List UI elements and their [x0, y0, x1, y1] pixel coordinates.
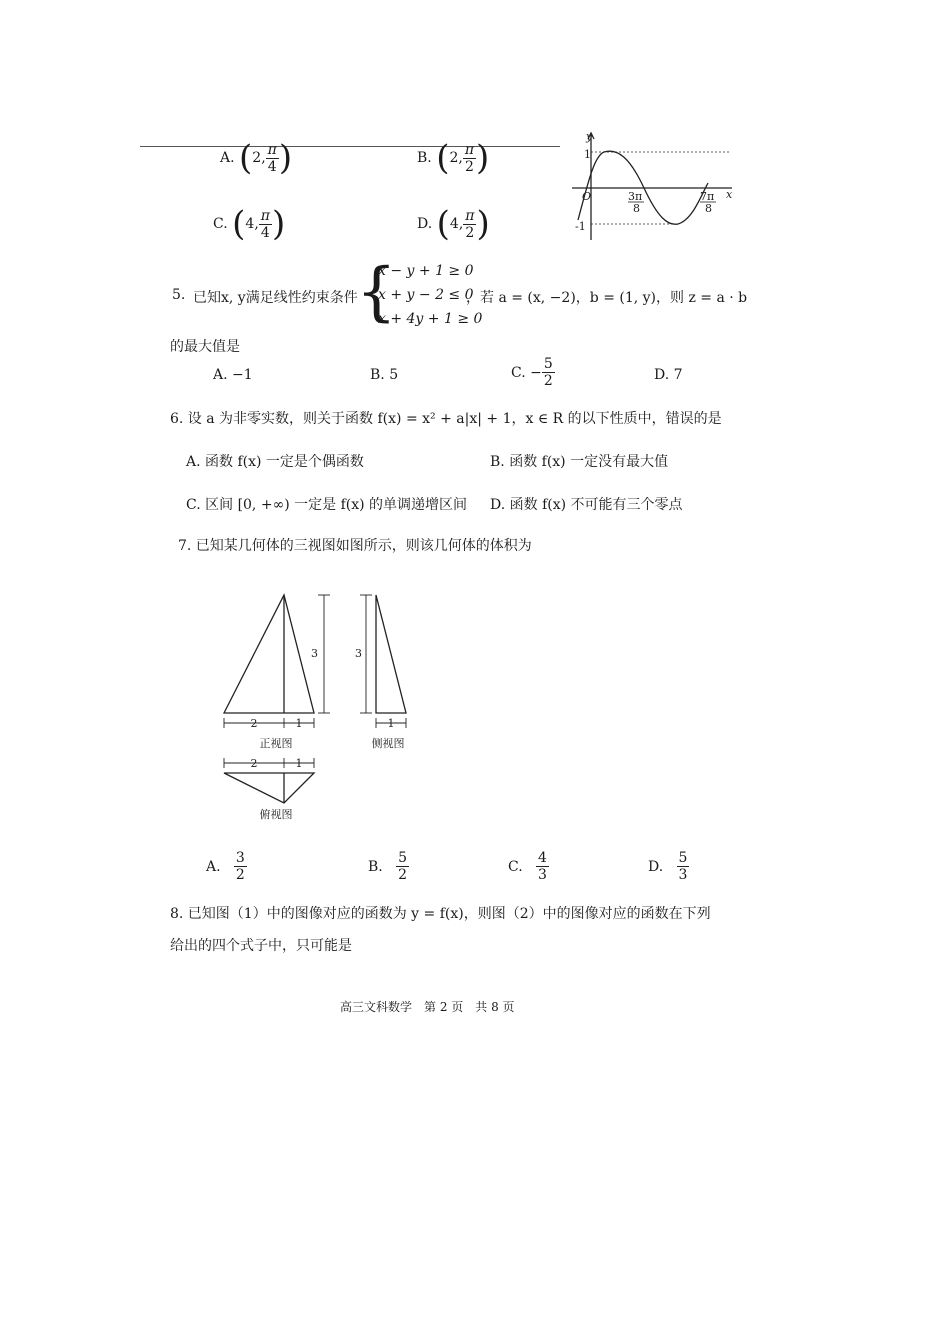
y-axis-label: y — [586, 130, 593, 143]
origin-label: O — [582, 190, 592, 203]
sine-graph — [560, 128, 740, 243]
q5-option-b: B. 5 — [370, 367, 399, 383]
q5-option-c: C. − $\frac{5}{2}$ — [511, 356, 553, 389]
option-value: 2 — [449, 150, 459, 166]
tick1-num: 3π — [628, 190, 643, 203]
q6-option-a: A. 函数 f(x) 一定是个偶函数 — [186, 454, 364, 470]
front-dim-2: 2 — [250, 717, 258, 730]
front-dim-1: 1 — [295, 717, 303, 730]
constraint-brace: { — [356, 255, 397, 329]
q5-option-d: D. 7 — [654, 367, 683, 383]
q6-option-b: B. 函数 f(x) 一定没有最大值 — [490, 454, 669, 470]
q4-option-d: D. ( 4 , $\frac{\pi}{2}$ ) — [417, 204, 490, 244]
q6-option-d: D. 函数 f(x) 不可能有三个零点 — [490, 497, 683, 513]
constraint-2: x + y − 2 ≤ 0 — [378, 287, 474, 303]
q7-option-a: A. $\frac{3}{2}$ — [206, 850, 245, 883]
label-one: 1 — [584, 148, 591, 161]
option-letter: D. — [417, 216, 433, 232]
q4-option-b: B. ( 2 , $\frac{\pi}{2}$ ) — [417, 138, 490, 178]
right-paren: ) — [271, 204, 286, 244]
x-axis-label: x — [726, 188, 733, 201]
constraint-3: x + 4y + 1 ≥ 0 — [378, 311, 483, 327]
side-view — [376, 595, 406, 713]
page-footer: 高三文科数学 第 2 页 共 8 页 — [340, 1000, 515, 1014]
label-neg-one: -1 — [575, 220, 586, 233]
q7-option-b: B. $\frac{5}{2}$ — [368, 850, 408, 883]
constraint-1: x − y + 1 ≥ 0 — [378, 263, 474, 279]
option-letter: B. — [417, 150, 432, 166]
q5-line2: 的最大值是 — [170, 339, 240, 355]
q6-option-c: C. 区间 [0, +∞) 一定是 f(x) 的单调递增区间 — [186, 497, 468, 513]
top-dim-2: 2 — [250, 757, 258, 770]
left-paren: ( — [232, 204, 246, 244]
three-views-figure — [210, 585, 430, 825]
top-dim-1: 1 — [295, 757, 303, 770]
q6-text: 6. 设 a 为非零实数，则关于函数 f(x) = x² + a|x| + 1，x ∈ R 的以下性质中，错误的是 — [170, 411, 722, 427]
front-view — [224, 595, 314, 713]
side-view-label: 侧视图 — [371, 737, 405, 750]
tick1-den: 8 — [633, 202, 640, 215]
q7-option-d: D. $\frac{5}{3}$ — [648, 850, 688, 883]
option-fraction: $\frac{\pi}{4}$ — [260, 207, 270, 241]
tick2-num: 7π — [700, 190, 715, 203]
top-view — [224, 773, 314, 803]
q5-option-a: A. −1 — [213, 367, 253, 383]
q7-text: 7. 已知某几何体的三视图如图所示，则该几何体的体积为 — [178, 538, 532, 554]
option-fraction: $\frac{\pi}{2}$ — [465, 207, 475, 241]
left-paren: ( — [239, 138, 253, 178]
option-fraction: $\frac{\pi}{2}$ — [464, 141, 475, 175]
front-height: 3 — [311, 647, 318, 660]
q8-line2: 给出的四个式子中，只可能是 — [170, 938, 352, 954]
q5-number: 5. — [172, 287, 186, 303]
option-value: 4 — [245, 216, 255, 232]
q4-option-c: C. ( 4 , $\frac{\pi}{4}$ ) — [213, 204, 286, 244]
option-letter: A. — [220, 150, 235, 166]
option-value: 4 — [449, 216, 459, 232]
right-paren: ) — [278, 138, 293, 178]
option-fraction: $\frac{\pi}{4}$ — [267, 141, 277, 175]
option-value: 2 — [252, 150, 262, 166]
option-letter: C. — [213, 216, 228, 232]
right-paren: ) — [476, 138, 490, 178]
q7-option-c: C. $\frac{4}{3}$ — [508, 850, 547, 883]
top-view-label: 俯视图 — [259, 808, 293, 821]
side-height: 3 — [355, 647, 362, 660]
q4-option-a: A. ( 2 , $\frac{\pi}{4}$ ) — [220, 138, 293, 178]
tick2-den: 8 — [705, 202, 712, 215]
front-view-label: 正视图 — [259, 737, 293, 750]
side-dim-1: 1 — [387, 717, 395, 730]
q5-tail: ，若 a = (x, −2)，b = (1, y)，则 z = a · b — [466, 290, 748, 306]
q8-line1: 8. 已知图（1）中的图像对应的函数为 y = f(x)，则图（2）中的图像对应的函数在下列 — [170, 906, 711, 922]
right-paren: ) — [476, 204, 490, 244]
q5-intro: 已知x, y满足线性约束条件 — [193, 290, 358, 306]
left-paren: ( — [436, 204, 450, 244]
left-paren: ( — [436, 138, 450, 178]
top-rule — [140, 146, 560, 147]
